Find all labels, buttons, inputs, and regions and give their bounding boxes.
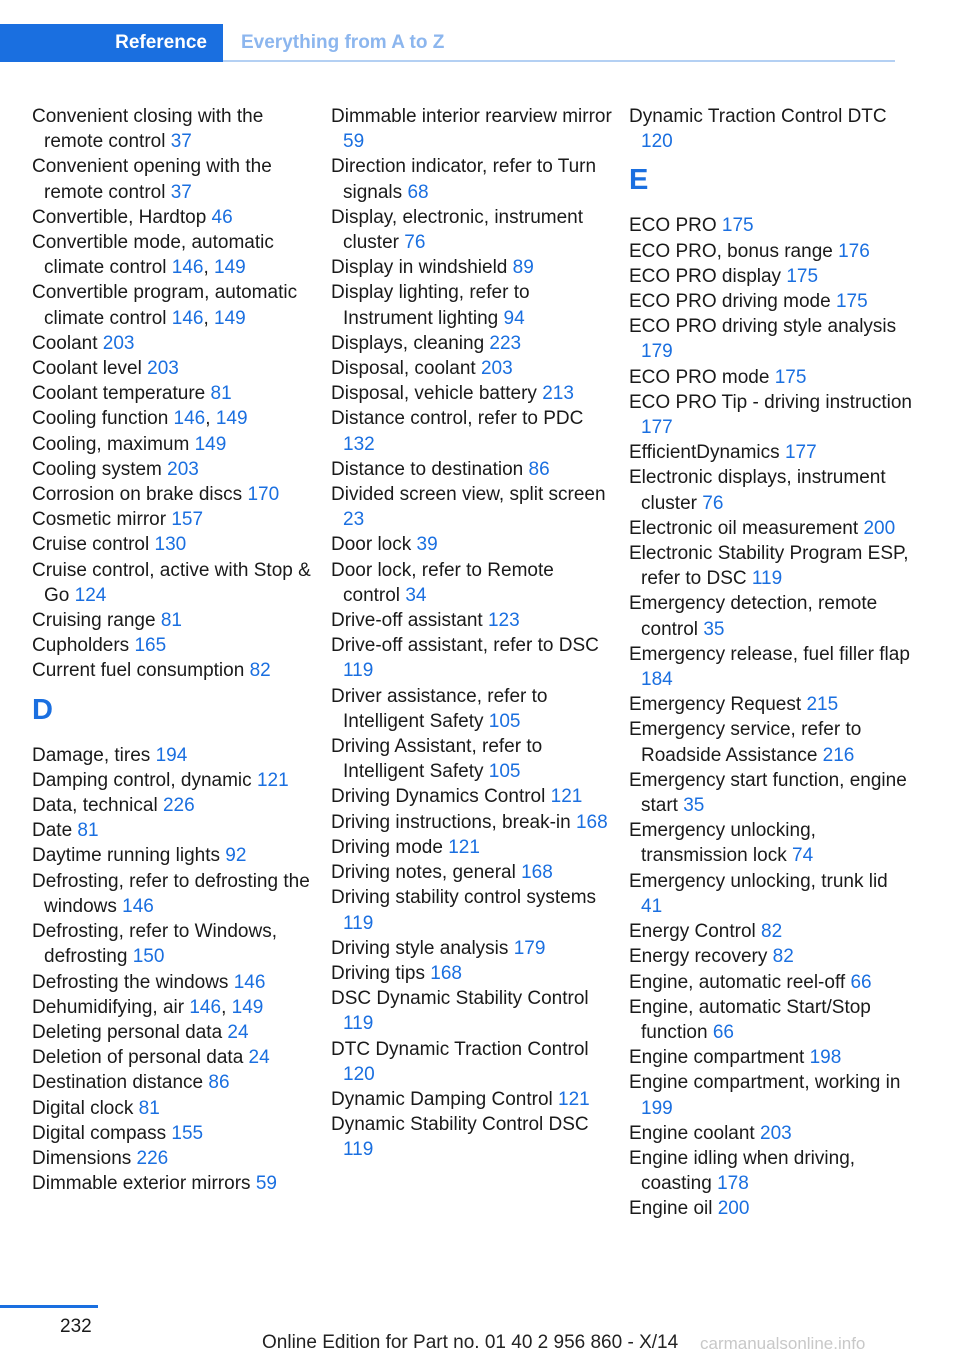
index-entry-term: Dynamic Traction Control DTC (629, 106, 887, 127)
index-entry-term: Dynamic Stability Control DSC (331, 1114, 589, 1136)
index-entry (32, 1146, 317, 1171)
page-link[interactable]: 46 (211, 206, 233, 228)
page-link[interactable]: 120 (641, 131, 673, 153)
page-link[interactable]: 149 (214, 257, 246, 279)
index-entry-term: Engine idling when driving, coasting (629, 1147, 856, 1195)
index-entry (32, 1121, 317, 1146)
index-entry-term: Electronic displays, instrument cluster (629, 467, 886, 514)
page-link[interactable]: 121 (558, 1088, 590, 1110)
index-entry-term: Digital clock (32, 1097, 134, 1119)
index-entry-term: Dynamic Damping Control (331, 1088, 553, 1110)
page-link[interactable]: 149 (231, 996, 264, 1018)
index-entry-term: ECO PRO driving mode (629, 291, 831, 313)
index-entry (629, 591, 914, 641)
index-entry-term: Emergency start function, engine start (629, 769, 907, 817)
index-entry (32, 818, 317, 843)
index-entry (629, 919, 914, 944)
page-link[interactable]: 119 (751, 568, 783, 590)
index-entry (32, 970, 317, 995)
page-link[interactable]: 226 (162, 795, 195, 817)
page-link[interactable]: 177 (641, 417, 673, 439)
index-entry (331, 255, 616, 280)
page-link[interactable]: 175 (835, 291, 868, 313)
index-entry (629, 692, 914, 717)
index-entry (32, 1096, 317, 1121)
index-column-3 (629, 104, 914, 1222)
index-entry (32, 381, 317, 406)
page-link[interactable]: 165 (134, 635, 167, 657)
page-link[interactable]: 92 (225, 845, 247, 867)
page-link[interactable]: 194 (155, 744, 188, 766)
index-entry-term: Damage, tires (32, 744, 151, 766)
index-entry-term: ECO PRO Tip - driving instruction (629, 391, 912, 413)
index-entry-term: Emergency Request (629, 694, 802, 716)
index-letter-heading: D (32, 693, 53, 726)
index-entry-term: Distance to destination (331, 458, 524, 480)
page-link[interactable]: 213 (542, 383, 574, 405)
index-entry (331, 810, 616, 835)
index-entry: Convertible mode, automatic climate control 146, 149 (32, 232, 274, 279)
index-column-1 (32, 104, 317, 1196)
page-link[interactable]: 178 (717, 1173, 749, 1195)
page-link[interactable]: 146 (171, 307, 204, 329)
page-link[interactable]: 119 (343, 912, 374, 934)
index-entry-term: ECO PRO driving style analysis (629, 316, 897, 338)
page-link[interactable]: 203 (167, 458, 199, 480)
index-entry-term: Display in windshield (331, 257, 508, 279)
index-entry-term: Distance control, refer to PDC (331, 408, 584, 430)
index-entry-term: Disposal, vehicle battery (331, 383, 537, 405)
index-entry-term: Disposal, coolant (331, 358, 476, 380)
page-link[interactable]: 176 (838, 240, 870, 262)
page-link[interactable]: 132 (343, 433, 375, 455)
index-entry (629, 1070, 914, 1120)
index-entry-term: Digital compass (32, 1122, 167, 1144)
index-entry (32, 482, 317, 507)
index-entry-term: Electronic Stability Program ESP, refer to DSC (629, 543, 909, 590)
page-link[interactable]: 81 (210, 383, 232, 405)
page-link[interactable]: 124 (74, 584, 107, 606)
page-link[interactable]: 215 (806, 694, 839, 716)
index-entry (331, 835, 616, 860)
page-link[interactable]: 146 (173, 408, 206, 430)
index-entry (629, 717, 914, 767)
index-entry-term: Engine oil (629, 1198, 713, 1220)
index-entry (32, 331, 317, 356)
page-link[interactable]: 119 (343, 660, 374, 682)
page-link[interactable]: 24 (227, 1021, 249, 1043)
page-link[interactable]: 203 (102, 332, 135, 354)
index-entry-term: Energy Control (629, 921, 756, 943)
page-link[interactable]: 68 (407, 181, 429, 203)
page-link[interactable]: 37 (170, 131, 192, 153)
index-entry-term: ECO PRO display (629, 265, 782, 287)
index-entry-term: Defrosting, refer to Windows, defrosting (32, 921, 277, 968)
index-entry (32, 743, 317, 768)
index-entry-term: Destination distance (32, 1072, 204, 1094)
watermark: carmanualsonline.info (700, 1334, 866, 1353)
index-entry-term: Deletion of personal data (32, 1047, 244, 1069)
page-link[interactable]: 34 (405, 584, 427, 606)
index-entry-term: Dehumidifying, air (32, 996, 185, 1018)
page-link[interactable]: 24 (248, 1047, 270, 1069)
index-entry (331, 205, 616, 255)
index-entry (331, 331, 616, 356)
index-entry (32, 205, 317, 230)
index-entry (629, 818, 914, 868)
index-entry-term: Emergency unlocking, transmission lock (629, 820, 816, 867)
index-entry (32, 532, 317, 557)
page-link[interactable]: 82 (761, 921, 783, 943)
index-entry (32, 919, 317, 969)
index-entry-term: Data, technical (32, 795, 158, 817)
index-entry (629, 541, 914, 591)
page-link[interactable]: 149 (215, 408, 248, 430)
index-entry-term: Drive-off assistant, refer to DSC (331, 635, 599, 657)
index-entry (331, 104, 616, 154)
page-link[interactable]: 157 (171, 509, 204, 531)
index-entry-term: Emergency detection, remote control (629, 593, 878, 640)
index-entry-term: Defrosting, refer to defrosting the windows (32, 870, 310, 917)
index-entry (629, 213, 914, 238)
index-entry (629, 239, 914, 264)
index-entry-term: Energy recovery (629, 946, 768, 968)
index-entry-term: Convertible program, automatic climate control (32, 282, 298, 329)
page-link[interactable]: 203 (760, 1122, 792, 1144)
header-rule (223, 60, 895, 62)
index-entry-term: Driving mode (331, 836, 443, 858)
index-entry (331, 684, 616, 734)
page-link[interactable]: 177 (784, 442, 817, 464)
index-entry (629, 289, 914, 314)
index-letter-heading: E (629, 164, 649, 197)
index-entry (32, 793, 317, 818)
index-entry-term: Cupholders (32, 635, 130, 657)
index-entry (629, 516, 914, 541)
page-link[interactable]: 170 (247, 484, 280, 506)
index-entry-term: Coolant temperature (32, 383, 206, 405)
index-entry (629, 365, 914, 390)
page-link[interactable]: 120 (343, 1063, 375, 1085)
index-entry-term: Dimensions (32, 1147, 132, 1169)
index-entry-term: Display, electronic, instrument cluster (331, 206, 584, 254)
page-link[interactable]: 203 (147, 358, 179, 380)
index-entry-term: Cooling, maximum (32, 433, 190, 455)
index-entry (331, 482, 616, 532)
page-link[interactable]: 146 (171, 257, 204, 279)
index-entry-term: Convenient closing with the remote control (32, 106, 264, 153)
index-entry-term: Cooling function (32, 408, 169, 430)
page-link[interactable]: 226 (136, 1147, 169, 1169)
index-entry-term: Deleting personal data (32, 1021, 223, 1043)
page-link[interactable]: 168 (575, 811, 608, 833)
index-entry-term: Cruise control, active with Stop & Go (32, 559, 311, 606)
page-link[interactable]: 82 (249, 660, 271, 682)
index-entry-term: Driving instructions, break-in (331, 811, 571, 833)
index-entry (629, 440, 914, 465)
page-link[interactable]: 105 (488, 710, 521, 732)
index-entry (331, 280, 616, 330)
index-entry (629, 1045, 914, 1070)
page-link[interactable]: 66 (850, 971, 872, 993)
index-entry (331, 885, 616, 935)
page-link[interactable]: 199 (641, 1097, 673, 1119)
index-entry (32, 1020, 317, 1045)
page-link[interactable]: 76 (702, 492, 724, 514)
index-entry-term: ECO PRO mode (629, 366, 770, 388)
page-link[interactable]: 119 (343, 1013, 374, 1035)
page-header (0, 24, 895, 62)
index-entry-term: DSC Dynamic Stability Control (331, 988, 589, 1010)
edition-note: Online Edition for Part no. 01 40 2 956 860 - X/14 (262, 1332, 679, 1353)
index-entry (629, 1196, 914, 1221)
index-entry (629, 995, 914, 1045)
page-link[interactable]: 175 (721, 215, 754, 237)
index-entry-term: Cruising range (32, 610, 156, 632)
index-entry (629, 642, 914, 692)
index-entry-term: Cruise control (32, 534, 150, 556)
page-link[interactable]: 203 (480, 358, 513, 380)
index-entry (32, 1070, 317, 1095)
index-entry (32, 633, 317, 658)
page-link[interactable]: 179 (641, 341, 673, 363)
page-link[interactable]: 146 (233, 971, 266, 993)
index-entry (629, 264, 914, 289)
index-entry (331, 986, 616, 1036)
index-entry-term: Electronic oil measurement (629, 517, 859, 539)
index-entry-term: Driving stability control systems (331, 887, 597, 909)
index-entry (32, 432, 317, 457)
index-entry (32, 1045, 317, 1070)
index-entry (331, 633, 616, 683)
index-entry-term: Emergency service, refer to Roadside Assistance (629, 719, 862, 766)
page-link[interactable]: 175 (774, 366, 807, 388)
page-link[interactable]: 121 (448, 836, 480, 858)
section-tab: Reference (0, 24, 223, 62)
page-link[interactable]: 130 (154, 534, 187, 556)
index-entry-term: Daytime running lights (32, 845, 220, 867)
index-entry (32, 843, 317, 868)
page-link[interactable]: 216 (822, 744, 855, 766)
page-link[interactable]: 86 (528, 458, 550, 480)
index-entry (32, 608, 317, 633)
index-entry-term: Engine coolant (629, 1122, 755, 1144)
page-link[interactable]: 23 (343, 509, 365, 531)
index-entry-term: Driving tips (331, 962, 425, 984)
index-entry (32, 457, 317, 482)
index-entry-term: Damping control, dynamic (32, 769, 252, 791)
page-link[interactable]: 168 (521, 862, 553, 884)
index-entry (331, 406, 616, 456)
index-entry (32, 104, 317, 154)
index-entry (629, 1146, 914, 1196)
page-link[interactable]: 39 (416, 534, 438, 556)
index-entry (331, 532, 616, 557)
page-link[interactable]: 35 (683, 795, 705, 817)
index-entry: Convertible program, automatic climate control 146, 149 (32, 282, 298, 329)
page-link[interactable]: 89 (512, 257, 534, 279)
index-entry (629, 970, 914, 995)
index-entry (32, 154, 317, 204)
index-entry (331, 154, 616, 204)
page-link[interactable]: 150 (132, 946, 165, 968)
index-entry-term: Displays, cleaning (331, 332, 485, 354)
page-link[interactable]: 86 (208, 1072, 230, 1094)
page-link[interactable]: 35 (703, 618, 725, 640)
page-link[interactable]: 76 (404, 232, 426, 254)
index-entry-term: Direction indicator, refer to Turn signals (331, 156, 597, 203)
index-entry (331, 457, 616, 482)
index-entry-term: Cosmetic mirror (32, 509, 167, 531)
page-link[interactable]: 41 (641, 895, 663, 917)
index-entry (629, 465, 914, 515)
page-link[interactable]: 81 (138, 1097, 160, 1119)
index-entry-term: Driving style analysis (331, 937, 509, 959)
page-link[interactable]: 121 (256, 769, 289, 791)
index-entry-term: Display lighting, refer to Instrument lighting (331, 282, 530, 329)
index-entry (331, 356, 616, 381)
index-entry-term: Engine, automatic Start/Stop function (629, 996, 871, 1043)
page-link[interactable]: 223 (489, 332, 522, 354)
index-entry (629, 104, 914, 154)
page-link[interactable]: 81 (160, 610, 182, 632)
index-entry-term: Door lock, refer to Remote control (331, 559, 554, 606)
page-link[interactable]: 179 (513, 937, 546, 959)
index-entry: Cooling function 146, 149 (32, 408, 248, 430)
index-entry-term: Corrosion on brake discs (32, 484, 243, 506)
footer-accent-bar (0, 1305, 98, 1308)
index-entry (331, 558, 616, 608)
page-link[interactable]: 149 (214, 307, 246, 329)
index-entry (629, 390, 914, 440)
index-column-2 (331, 104, 616, 1163)
index-entry-term: Convenient opening with the remote control (32, 156, 272, 203)
page-link[interactable]: 200 (863, 517, 896, 539)
page-link[interactable]: 37 (170, 181, 192, 203)
index-entry-term: EfficientDynamics (629, 442, 780, 464)
page-link[interactable]: 82 (772, 946, 794, 968)
index-entry (331, 1037, 616, 1087)
index-entry (629, 869, 914, 919)
page-link[interactable]: 198 (809, 1047, 842, 1069)
page-link[interactable]: 146 (122, 895, 154, 917)
page-link[interactable]: 74 (792, 845, 814, 867)
index-entry (629, 1121, 914, 1146)
index-entry-term: Driving Assistant, refer to Intelligent Safety (331, 736, 543, 783)
index-entry (331, 961, 616, 986)
index-entry-term: Engine, automatic reel-off (629, 971, 846, 993)
index-entry (331, 734, 616, 784)
index-entry-term: Drive-off assistant (331, 610, 483, 632)
page-link[interactable]: 59 (343, 131, 365, 153)
index-entry-term: Convertible mode, automatic climate control (32, 232, 274, 279)
page-link[interactable]: 149 (194, 433, 227, 455)
index-entry-term: Convertible, Hardtop (32, 206, 207, 228)
page-link[interactable]: 66 (712, 1021, 734, 1043)
index-entry-term: Engine compartment (629, 1047, 805, 1069)
page-link[interactable]: 168 (430, 962, 462, 984)
index-entry-term: ECO PRO, bonus range (629, 240, 833, 262)
page-link[interactable]: 155 (171, 1122, 204, 1144)
index-entry-term: Driving Dynamics Control (331, 786, 546, 808)
index-entry (32, 658, 317, 683)
index-entry (32, 356, 317, 381)
page-number: 232 (60, 1316, 92, 1337)
page-link[interactable]: 175 (786, 265, 819, 287)
index-entry (331, 936, 616, 961)
page-link[interactable]: 121 (550, 786, 583, 808)
page-link[interactable]: 123 (487, 610, 520, 632)
index-entry (331, 1087, 616, 1112)
index-entry-term: Emergency release, fuel filler flap (629, 643, 910, 665)
index-entry (331, 860, 616, 885)
index-entry-term: Current fuel consumption (32, 660, 245, 682)
index-entry-term: DTC Dynamic Traction Control (331, 1038, 589, 1060)
page-link[interactable]: 200 (717, 1198, 750, 1220)
page-link[interactable]: 81 (77, 820, 99, 842)
index-entry-term: Cooling system (32, 458, 162, 480)
index-entry (629, 944, 914, 969)
page-link[interactable]: 146 (189, 996, 222, 1018)
index-entry-term: Dimmable exterior mirrors (32, 1173, 251, 1195)
index-entry (32, 558, 317, 608)
index-entry (331, 608, 616, 633)
index-entry (32, 869, 317, 919)
page-link[interactable]: 94 (503, 307, 525, 329)
index-entry (331, 1112, 616, 1162)
index-entry (331, 381, 616, 406)
index-entry-term: Coolant level (32, 358, 142, 380)
index-entry-term: Emergency unlocking, trunk lid (629, 870, 888, 892)
index-entry (32, 507, 317, 532)
page-link[interactable]: 105 (488, 761, 521, 783)
index-entry-term: Driver assistance, refer to Intelligent Safety (331, 685, 548, 732)
index-entry-term: Engine compartment, working in (629, 1072, 901, 1094)
index-entry-term: Defrosting the windows (32, 971, 229, 993)
index-entry-term: Door lock (331, 534, 412, 556)
index-entry (331, 784, 616, 809)
index-entry-term: Date (32, 820, 73, 842)
page-link[interactable]: 59 (255, 1173, 277, 1195)
page-link[interactable]: 184 (641, 669, 673, 691)
index-entry (32, 1171, 317, 1196)
index-entry-term: Divided screen view, split screen (331, 484, 606, 506)
index-entry (32, 768, 317, 793)
subsection-title: Everything from A to Z (241, 32, 445, 53)
index-entry-term: Coolant (32, 332, 98, 354)
index-entry-term: Driving notes, general (331, 862, 516, 884)
index-entry (629, 768, 914, 818)
index-entry (629, 314, 914, 364)
index-entry: Dehumidifying, air 146, 149 (32, 996, 264, 1018)
index-entry-term: ECO PRO (629, 215, 717, 237)
index-entry-term: Dimmable interior rearview mirror (331, 106, 612, 127)
page-link[interactable]: 119 (343, 1139, 374, 1161)
